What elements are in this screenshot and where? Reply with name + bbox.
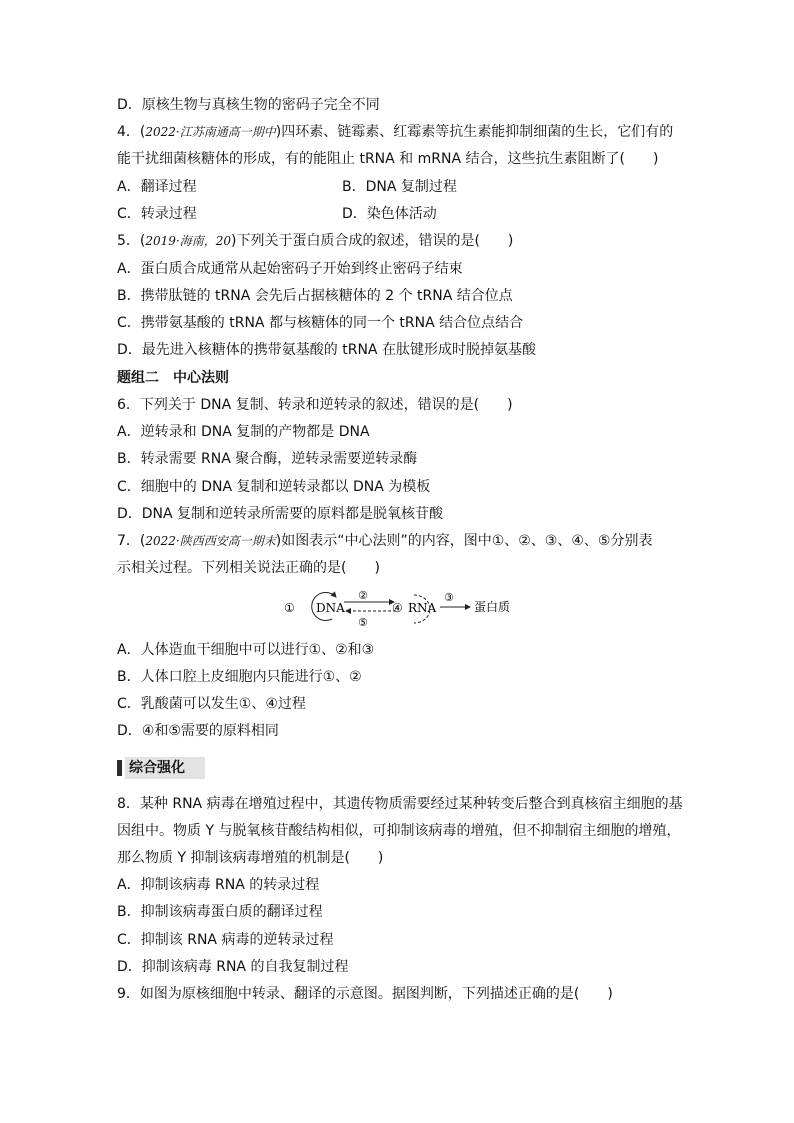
label-4: ④: [392, 601, 403, 615]
text-line-q7-l2: [117, 558, 380, 578]
line-text: C．携带氨基酸的 tRNA 都与核糖体的同一个 tRNA 结合位点结合: [117, 315, 524, 331]
label-2: ②: [358, 589, 368, 602]
question-source: 2022·江苏南通高一期中: [145, 125, 276, 139]
line-text: B．转录需要 RNA 聚合酶，逆转录需要逆转录酶: [117, 451, 418, 467]
line-text: B．抑制该病毒蛋白质的翻译过程: [117, 904, 323, 920]
text-line-q6-b: [117, 449, 417, 469]
line-text: )下列关于蛋白质合成的叙述，错误的是( ): [231, 233, 514, 249]
line-text: D．抑制该病毒 RNA 的自我复制过程: [117, 959, 349, 975]
line-text: A．抑制该病毒 RNA 的转录过程: [117, 877, 320, 893]
text-line-q8-b: [117, 902, 323, 922]
text-line-q4-l1: [117, 122, 673, 142]
line-text: A．人体造血干细胞中可以进行①、②和③: [117, 642, 375, 658]
section-marker: [117, 760, 122, 776]
text-line-q7-l1: [117, 531, 652, 551]
text-line-q6-d: [117, 504, 443, 524]
question-number: 5．(: [117, 233, 146, 249]
text-line-q7-a: [117, 640, 374, 660]
line-text: B．人体口腔上皮细胞内只能进行①、②: [117, 669, 362, 685]
text-line-q4-a: [117, 177, 197, 197]
text-line-q4-d: D．染色体活动: [342, 206, 437, 222]
line-text: D．④和⑤需要的原料相同: [117, 723, 279, 739]
line-text: C．乳酸菌可以发生①、④过程: [117, 696, 306, 712]
line-text: C．转录过程: [117, 206, 197, 222]
text-line-q5-d: [117, 340, 536, 360]
line-text: )四环素、链霉素、红霉素等抗生素能抑制细菌的生长，它们有的: [275, 124, 674, 140]
text-line-q7-c: [117, 694, 306, 714]
text-line-q6-a: [117, 422, 370, 442]
protein-label: 蛋白质: [474, 600, 511, 614]
text-line-q4-c: [117, 204, 197, 224]
line-text: B．携带肽链的 tRNA 会先后占据核糖体的 2 个 tRNA 结合位点: [117, 288, 513, 304]
section-header: [117, 757, 201, 779]
text-line-q6-c: [117, 477, 430, 497]
label-5: ⑤: [358, 616, 368, 629]
question-source: 2019·海南，20: [145, 234, 231, 248]
line-text: A．翻译过程: [117, 179, 197, 195]
text-line-q3-d: [117, 95, 380, 115]
line-text: 那么物质 Y 抑制该病毒增殖的机制是( ): [117, 850, 384, 866]
text-line-q8-l1: [117, 794, 683, 814]
text-line-q4-b: B．DNA 复制过程: [342, 179, 457, 195]
text-line-q4-l2: [117, 149, 658, 169]
line-text: D．最先进入核糖体的携带氨基酸的 tRNA 在肽键形成时脱掉氨基酸: [117, 342, 536, 358]
line-text: C．抑制该 RNA 病毒的逆转录过程: [117, 932, 334, 948]
line-text: )如图表示“中心法则”的内容，图中①、②、③、④、⑤分别表: [275, 533, 653, 549]
central-dogma-diagram: [280, 589, 520, 629]
section-title: 综合强化: [129, 760, 185, 776]
text-line-group2: [117, 368, 229, 388]
dna-label: DNA: [316, 601, 345, 615]
text-line-q8-d: [117, 957, 348, 977]
line-text: 题组二 中心法则: [117, 370, 229, 386]
line-text: C．细胞中的 DNA 复制和逆转录都以 DNA 为模板: [117, 479, 431, 495]
line-text: A．蛋白质合成通常从起始密码子开始到终止密码子结束: [117, 261, 463, 277]
text-line-q5-a: [117, 259, 463, 279]
line-text: 因组中。物质 Y 与脱氧核苷酸结构相似，可抑制该病毒的增殖，但不抑制宿主细胞的增殖，: [117, 823, 681, 839]
text-line-q5-l1: [117, 231, 513, 251]
line-text: 能干扰细菌核糖体的形成，有的能阻止 tRNA 和 mRNA 结合，这些抗生素阻断了( ): [117, 151, 659, 167]
text-line-q6: [117, 395, 513, 415]
label-1: ①: [284, 601, 295, 615]
line-text: 示相关过程。下列相关说法正确的是( ): [117, 560, 380, 576]
text-line-q5-b: [117, 286, 513, 306]
line-text: 8．某种 RNA 病毒在增殖过程中，其遗传物质需要经过某种转变后整合到真核宿主细胞的基: [117, 796, 683, 812]
label-3: ③: [444, 591, 454, 604]
text-line-q7-d: [117, 721, 279, 741]
text-line-q8-a: [117, 875, 319, 895]
line-text: D．原核生物与真核生物的密码子完全不同: [117, 97, 380, 113]
text-line-q8-l3: [117, 848, 383, 868]
line-text: 9．如图为原核细胞中转录、翻译的示意图。据图判断，下列描述正确的是( ): [117, 986, 613, 1002]
text-line-q9: [117, 984, 613, 1004]
text-line-q8-c: [117, 930, 333, 950]
question-source: 2022·陕西西安高一期末: [145, 534, 276, 548]
text-line-q5-c: [117, 313, 523, 333]
line-text: A．逆转录和 DNA 复制的产物都是 DNA: [117, 424, 370, 440]
rna-label: RNA: [408, 601, 437, 615]
line-text: D．DNA 复制和逆转录所需要的原料都是脱氧核苷酸: [117, 506, 444, 522]
question-number: 4．(: [117, 124, 146, 140]
text-line-q8-l2: [117, 821, 680, 841]
line-text: 6．下列关于 DNA 复制、转录和逆转录的叙述，错误的是( ): [117, 397, 513, 413]
text-line-q7-b: [117, 667, 362, 687]
question-number: 7．(: [117, 533, 146, 549]
